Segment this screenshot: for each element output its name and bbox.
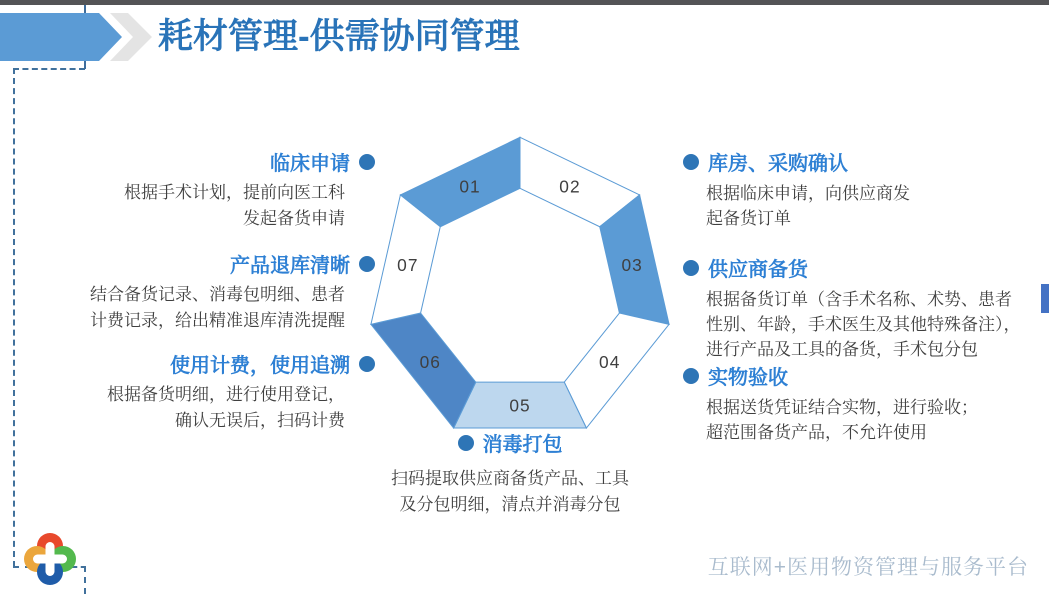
dashed-line-bottom <box>84 566 86 594</box>
segment-02-label: 02 <box>559 176 581 197</box>
segment-05-label: 05 <box>509 395 531 416</box>
right-edge-accent <box>1041 284 1049 313</box>
step-title-row <box>683 253 1049 282</box>
arrow-right-icon <box>0 13 122 61</box>
step-title-row <box>0 249 375 278</box>
step-physical-acceptance <box>683 361 1049 445</box>
step-description: 根据送货凭证结合实物，进行验收； 超范围备货产品，不允许使用 <box>706 398 978 442</box>
step-supplier-stocking <box>683 253 1049 362</box>
footer-brand-text: 互联网+医用物资管理与服务平台 <box>707 556 1029 579</box>
step-title: 使用计费，使用追溯 <box>170 355 350 377</box>
step-description: 结合备货记录、消毒包明细、患者 计费记录，给出精准退库清洗提醒 <box>90 285 345 330</box>
step-title-row <box>0 349 375 378</box>
company-logo <box>24 533 76 585</box>
top-accent-bar <box>0 0 1049 5</box>
segment-01-label: 01 <box>459 176 481 197</box>
step-title-row <box>683 361 1049 390</box>
step-title: 临床申请 <box>270 153 350 175</box>
step-clinical-request <box>0 147 375 232</box>
step-description: 扫码提取供应商备货产品、工具 及分包明细，清点并消毒分包 <box>391 469 629 514</box>
step-description: 根据备货订单（含手术名称、术势、患者 性别、年龄，手术医生及其他特殊备注）， 进行产品及工具的备货，手术包分包 <box>706 290 1021 359</box>
step-title-row <box>683 147 1049 176</box>
segment-07-label: 07 <box>397 254 419 275</box>
segment-03-label: 03 <box>621 254 643 275</box>
bullet-icon <box>458 435 474 451</box>
step-warehouse-purchase-confirm <box>683 147 1049 231</box>
step-usage-billing <box>0 349 375 434</box>
step-title-row <box>355 428 665 457</box>
heptagon-cycle-diagram <box>350 120 690 432</box>
step-description: 根据备货明细，进行使用登记， 确认无误后，扫码计费 <box>107 385 345 430</box>
step-description: 根据手术计划，提前向医工科 发起备货申请 <box>124 183 345 228</box>
step-product-return <box>0 249 375 334</box>
step-title-row <box>0 147 375 176</box>
step-title: 实物验收 <box>708 367 788 389</box>
step-title: 消毒打包 <box>482 434 563 456</box>
step-title: 库房、采购确认 <box>708 153 848 175</box>
step-sterilize-pack <box>355 428 665 518</box>
step-title: 产品退库清晰 <box>230 255 350 277</box>
step-title: 供应商备货 <box>708 259 808 281</box>
segment-06-label: 06 <box>419 351 441 372</box>
segment-04-label: 04 <box>599 351 621 372</box>
dashed-line-top <box>13 68 85 70</box>
step-description: 根据临床申请，向供应商发 起备货订单 <box>706 184 910 228</box>
page-title: 耗材管理-供需协同管理 <box>158 17 520 56</box>
